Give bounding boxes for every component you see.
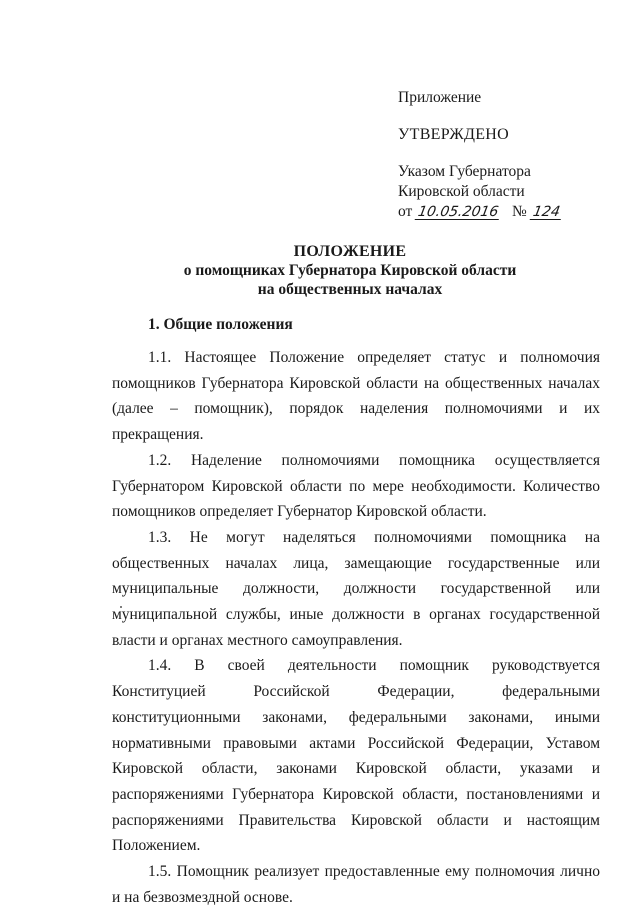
approved-label: УТВЕРЖДЕНО xyxy=(398,126,510,143)
paragraph-1-2: 1.2. Наделение полномочиями помощника осуществляется Губернатором Кировской области по мере необходимости. Количество помощников определяет Губернатор Кировской области. xyxy=(112,451,600,521)
paragraph-1-3: 1.3. Не могут наделяться полномочиями помощника на общественных началах лица, замещающие государственные или муниципальные должности, должности государственной или муниципальной службы, иные должности в органах государственной власти и органах местного самоуправления. xyxy=(112,528,600,649)
title-sub-1: о помощниках Губернатора Кировской области xyxy=(183,262,517,279)
paragraph-1-1: 1.1. Настоящее Положение определяет статус и полномочия помощников Губернатора Кировской области на общественных началах (далее – помощник), порядок наделения полномочиями и их прекращения. xyxy=(112,349,600,444)
handwritten-date: 10.05.2016 xyxy=(416,204,500,220)
paragraph-1-5: 1.5. Помощник реализует предоставленные ему полномочия лично и на безвозмездной основе. xyxy=(112,863,600,906)
handwritten-number: 124 xyxy=(531,204,561,220)
date-prefix: от xyxy=(398,203,413,220)
title-sub-2: на общественных началах xyxy=(257,281,443,298)
document-title xyxy=(100,242,600,299)
section-body xyxy=(112,345,600,910)
decree-line-1: Указом Губернатора xyxy=(398,163,531,180)
paragraph-1-4: 1.4. В своей деятельности помощник руководствуется Конституцией Российской Федерации, федеральными конституционными законами, федеральными законами, иными нормативными правовыми актами Российской Федерации, Уставом Кировской области, законами Кировской области, указами и распоряжениями Губернатора Кировской области, постановлениями и распоряжениями Правительства Кировской области и настоящим Положением. xyxy=(112,657,600,855)
decree-line-2: Кировской области xyxy=(398,183,525,200)
number-prefix: № xyxy=(512,203,527,220)
appendix-label: Приложение xyxy=(398,89,482,106)
section-heading: 1. Общие положения xyxy=(148,316,293,333)
approval-stamp-block xyxy=(398,88,618,222)
title-main: ПОЛОЖЕНИЕ xyxy=(293,243,407,260)
decree-date-number xyxy=(398,202,618,222)
